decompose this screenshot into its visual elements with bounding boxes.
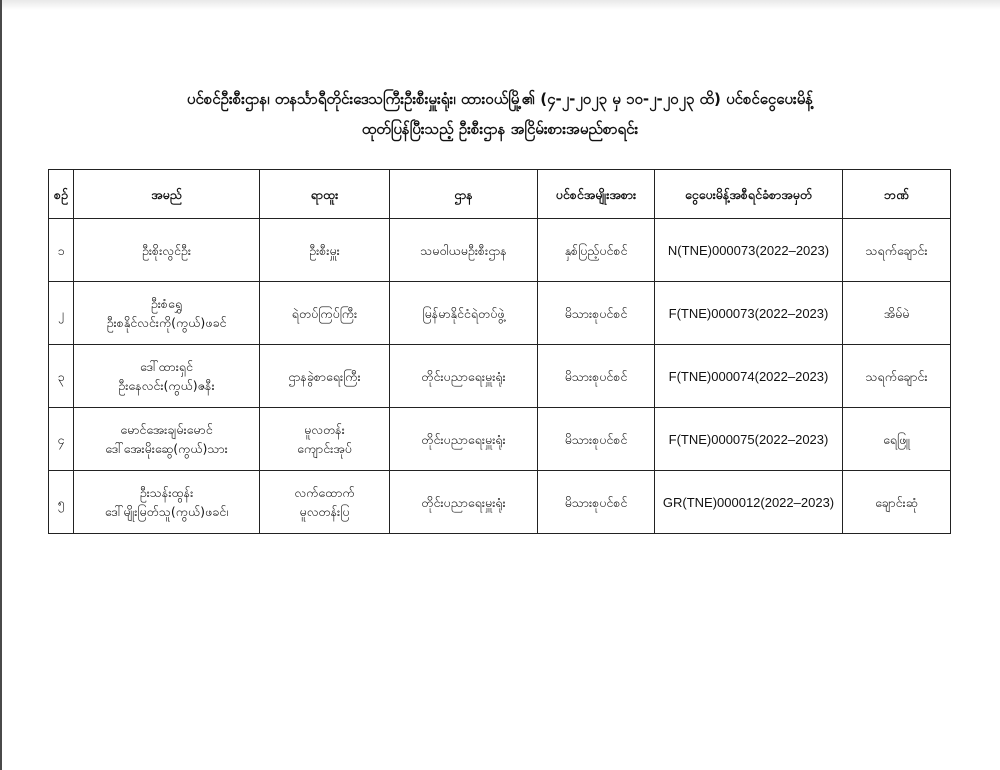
cell-rank [260, 471, 390, 534]
cell-serial: ၄ [49, 408, 74, 471]
cell-bank: ချောင်းဆုံ [843, 471, 951, 534]
cell-payment-order-number: F(TNE)000074(2022–2023) [655, 345, 843, 408]
cell-pension-type: မိသားစုပင်စင် [538, 345, 655, 408]
cell-payment-order-number: F(TNE)000075(2022–2023) [655, 408, 843, 471]
retiree-table [48, 169, 951, 534]
cell-department: မြန်မာနိုင်ငံရဲတပ်ဖွဲ့ [390, 282, 538, 345]
cell-serial: ၅ [49, 471, 74, 534]
name-line: ဦးစိုးလွင်ဦး [141, 242, 192, 258]
cell-rank [260, 282, 390, 345]
rank-line: လက်ထောက် [294, 485, 355, 500]
cell-name [74, 219, 260, 282]
rank-line: မူလတန်းပြ [299, 504, 350, 519]
cell-department: သမဝါယမဦးစီးဌာန [390, 219, 538, 282]
cell-serial: ၁ [49, 219, 74, 282]
name-line: ဦးစံရွှေ [150, 296, 183, 311]
table-header-row [49, 170, 951, 219]
viewer-left-edge [0, 0, 2, 770]
rank-line: ကျောင်းအုပ် [297, 441, 352, 456]
cell-bank: အိမ်မဲ [843, 282, 951, 345]
header-bank: ဘဏ် [843, 170, 951, 219]
cell-name [74, 471, 260, 534]
title-line-1: ပင်စင်ဦးစီးဌာန၊ တနင်္သာရီတိုင်းဒေသကြီးဦးစီးမှူးရုံး၊ ထားဝယ်မြို့၏ (၄-၂-၂၀၂၃ မှ ၁၀-၂-၂၀၂၃ ထိ) ပင်စင်ငွေပေးမိန့် [186, 90, 814, 108]
name-line: ဒေါ်မျိုးမြတ်သူ(ကွယ်)ဖခင်၊ [104, 504, 229, 519]
name-line: ဒေါ်အေးမိုးဆွေ(ကွယ်)သား [105, 441, 228, 456]
header-pension-type: ပင်စင်အမျိုးအစား [538, 170, 655, 219]
cell-bank: သရက်ချောင်း [843, 219, 951, 282]
cell-rank [260, 345, 390, 408]
rank-line: ဌာနခွဲစာရေးကြီး [288, 368, 361, 384]
table-row [49, 219, 951, 282]
cell-payment-order-number: GR(TNE)000012(2022–2023) [655, 471, 843, 534]
cell-bank: ရေဖြူ [843, 408, 951, 471]
cell-serial: ၂ [49, 282, 74, 345]
table-row [49, 282, 951, 345]
cell-name [74, 408, 260, 471]
rank-line: ရဲတပ်ကြပ်ကြီး [291, 305, 358, 321]
cell-payment-order-number: N(TNE)000073(2022–2023) [655, 219, 843, 282]
name-line: ဒေါ်ထားရှင် [140, 359, 193, 374]
cell-pension-type: မိသားစုပင်စင် [538, 282, 655, 345]
cell-rank [260, 219, 390, 282]
name-line: ဦးစနိုင်လင်းကို(ကွယ်)ဖခင် [106, 315, 227, 330]
table-row [49, 408, 951, 471]
table-row [49, 345, 951, 408]
header-serial: စဉ် [49, 170, 74, 219]
rank-line: မူလတန်း [304, 422, 345, 437]
cell-department: တိုင်းပညာရေးမှူးရုံး [390, 408, 538, 471]
cell-name [74, 282, 260, 345]
cell-bank: သရက်ချောင်း [843, 345, 951, 408]
cell-pension-type: နှစ်ပြည့်ပင်စင် [538, 219, 655, 282]
cell-name [74, 345, 260, 408]
cell-pension-type: မိသားစုပင်စင် [538, 471, 655, 534]
header-rank: ရာထူး [260, 170, 390, 219]
cell-rank [260, 408, 390, 471]
cell-payment-order-number: F(TNE)000073(2022–2023) [655, 282, 843, 345]
header-name: အမည် [74, 170, 260, 219]
name-line: မောင်အေးချမ်းမောင် [120, 422, 213, 437]
header-department: ဌာန [390, 170, 538, 219]
title-line-2: ထုတ်ပြန်ပြီးသည့် ဦးစီးဌာန အငြိမ်းစားအမည်စာရင်း [361, 120, 639, 138]
cell-pension-type: မိသားစုပင်စင် [538, 408, 655, 471]
name-line: ဦးနေလင်း(ကွယ်)ဇနီး [118, 378, 215, 393]
cell-department: တိုင်းပညာရေးမှူးရုံး [390, 345, 538, 408]
rank-line: ဦးစီးမှူး [309, 242, 340, 258]
viewer-top-shadow [0, 0, 1000, 10]
header-payment-order-number: ငွေပေးမိန့်အစီရင်ခံစာအမှတ် [655, 170, 843, 219]
name-line: ဦးသန်းထွန်း [139, 485, 194, 500]
cell-serial: ၃ [49, 345, 74, 408]
cell-department: တိုင်းပညာရေးမှူးရုံး [390, 471, 538, 534]
document-title [60, 84, 940, 144]
table-row [49, 471, 951, 534]
